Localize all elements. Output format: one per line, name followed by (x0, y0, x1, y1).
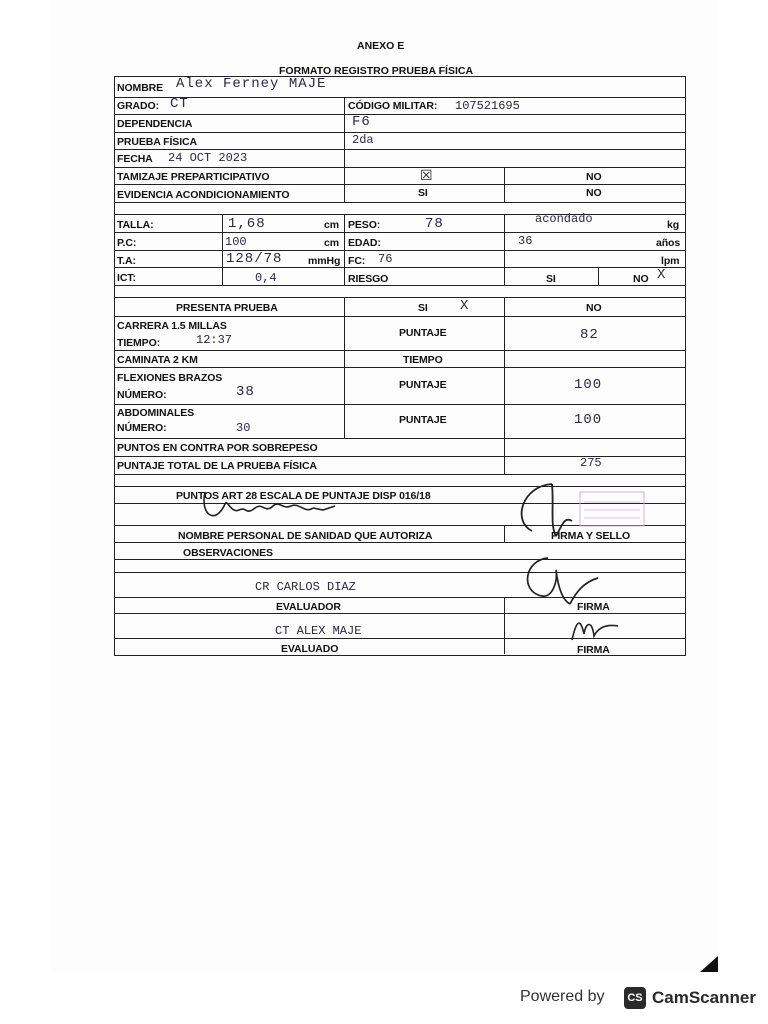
camscanner-logo-icon: CS (624, 987, 646, 1009)
row-divider (114, 297, 685, 298)
row-divider (114, 184, 685, 185)
row-divider (114, 97, 685, 98)
carrera-tiempo-label: TIEMPO: (117, 337, 161, 349)
col-divider (504, 167, 505, 202)
evidencia-label: EVIDENCIA ACONDICIONAMIENTO (117, 189, 290, 201)
fc-value: 76 (378, 252, 393, 266)
annex-label: ANEXO E (357, 40, 405, 52)
page-fold-corner (700, 956, 718, 972)
contra-label: PUNTOS EN CONTRA POR SOBREPESO (117, 442, 318, 454)
edad-value: 36 (518, 234, 533, 248)
fc-unit: lpm (661, 255, 680, 267)
col-divider (504, 214, 505, 285)
peso-label: PESO: (348, 219, 381, 231)
col-divider (598, 267, 599, 285)
row-divider (114, 202, 685, 203)
carrera-puntaje-label: PUNTAJE (399, 327, 447, 339)
row-divider (114, 232, 685, 233)
fecha-label: FECHA (117, 153, 153, 165)
row-divider (114, 438, 685, 439)
presenta-label: PRESENTA PRUEBA (176, 302, 278, 314)
ict-label: ICT: (117, 272, 136, 284)
prueba-label: PRUEBA FÍSICA (117, 136, 197, 148)
fc-label: FC: (348, 255, 366, 267)
evaluado-label: EVALUADO (281, 643, 339, 655)
row-divider (114, 367, 685, 368)
ta-label: T.A: (117, 255, 136, 267)
col-divider (504, 597, 505, 654)
prueba-value: 2da (352, 133, 374, 147)
firma-sello-label: FIRMA Y SELLO (551, 530, 631, 542)
col-divider (504, 297, 505, 474)
talla-label: TALLA: (117, 219, 154, 231)
flexiones-puntaje-value: 100 (574, 377, 603, 393)
caminata-label: CAMINATA 2 KM (117, 354, 198, 366)
presenta-si: SI (418, 302, 428, 314)
col-divider (222, 214, 223, 285)
peso-value: 78 (425, 216, 444, 232)
codigo-label: CÓDIGO MILITAR: (348, 100, 438, 112)
riesgo-mark: X (657, 267, 667, 283)
row-divider (114, 404, 685, 405)
grado-value: CT (170, 96, 189, 112)
peso-note: acondado (535, 212, 593, 226)
ta-unit: mmHg (308, 255, 341, 267)
ict-value: 0,4 (255, 271, 277, 285)
talla-unit: cm (324, 219, 339, 231)
flexiones-puntaje-label: PUNTAJE (399, 379, 447, 391)
evidencia-si: SI (418, 187, 428, 199)
col-divider (344, 297, 345, 438)
pc-label: P.C: (117, 237, 137, 249)
grado-label: GRADO: (117, 100, 159, 112)
evaluado-firma-label: FIRMA (577, 644, 610, 656)
tamizaje-mark: ☒ (420, 168, 433, 184)
abdominales-label: ABDOMINALES (117, 407, 195, 419)
evaluado-value: CT ALEX MAJE (275, 624, 362, 638)
escala-label: PUNTOS ART 28 ESCALA DE PUNTAJE DISP 016/18 (176, 490, 431, 502)
carrera-label: CARRERA 1.5 MILLAS (117, 320, 227, 332)
row-divider (114, 114, 685, 115)
abdominales-numero-value: 30 (236, 421, 251, 435)
abdominales-numero-label: NÚMERO: (117, 422, 167, 434)
col-divider (504, 525, 505, 542)
evaluador-value: CR CARLOS DIAZ (255, 580, 356, 594)
presenta-mark: X (460, 298, 470, 314)
col-divider (344, 214, 345, 285)
dependencia-value: F6 (352, 114, 371, 130)
tamizaje-no: NO (586, 171, 602, 183)
edad-unit: años (656, 237, 681, 249)
pc-value: 100 (225, 235, 247, 249)
flexiones-numero-value: 38 (236, 384, 255, 400)
col-divider (344, 97, 345, 202)
sanidad-signature (195, 484, 345, 528)
talla-value: 1,68 (228, 216, 266, 232)
fecha-value: 24 OCT 2023 (168, 151, 248, 165)
row-divider (114, 316, 685, 317)
ta-value: 128/78 (226, 251, 283, 267)
nombre-label: NOMBRE (117, 82, 164, 94)
row-divider (114, 250, 685, 251)
total-value: 275 (580, 456, 602, 470)
riesgo-label: RIESGO (348, 273, 389, 285)
flexiones-label: FLEXIONES BRAZOS (117, 372, 223, 384)
evaluador-label: EVALUADOR (276, 601, 341, 613)
form-title: FORMATO REGISTRO PRUEBA FÍSICA (279, 65, 474, 77)
edad-label: EDAD: (348, 237, 381, 249)
codigo-value: 107521695 (455, 99, 520, 113)
row-divider (114, 285, 685, 286)
row-divider (114, 132, 685, 133)
evaluado-signature (566, 612, 626, 644)
presenta-no: NO (586, 302, 602, 314)
pc-unit: cm (324, 237, 339, 249)
carrera-tiempo-value: 12:37 (196, 333, 233, 347)
row-divider (114, 214, 685, 215)
camscanner-brand: CamScanner (652, 988, 756, 1007)
observaciones-label: OBSERVACIONES (183, 547, 273, 559)
dependencia-label: DEPENDENCIA (117, 118, 193, 130)
abdominales-puntaje-label: PUNTAJE (399, 414, 447, 426)
sanidad-label: NOMBRE PERSONAL DE SANIDAD QUE AUTORIZA (178, 530, 433, 542)
row-divider (114, 350, 685, 351)
evaluador-firma-label: FIRMA (577, 601, 610, 613)
total-label: PUNTAJE TOTAL DE LA PRUEBA FÍSICA (117, 460, 317, 472)
tamizaje-label: TAMIZAJE PREPARTICIPATIVO (117, 171, 270, 183)
row-divider (114, 267, 685, 268)
nombre-value: Alex Ferney MAJE (176, 76, 327, 92)
caminata-tiempo-label: TIEMPO (403, 354, 443, 366)
abdominales-puntaje-value: 100 (574, 412, 603, 428)
carrera-puntaje-value: 82 (580, 327, 599, 343)
powered-by-text: Powered by (520, 988, 605, 1005)
row-divider (114, 167, 685, 168)
riesgo-no: NO (633, 273, 649, 285)
evidencia-no: NO (586, 187, 602, 199)
flexiones-numero-label: NÚMERO: (117, 389, 167, 401)
riesgo-si: SI (546, 273, 556, 285)
peso-unit: kg (667, 219, 680, 231)
